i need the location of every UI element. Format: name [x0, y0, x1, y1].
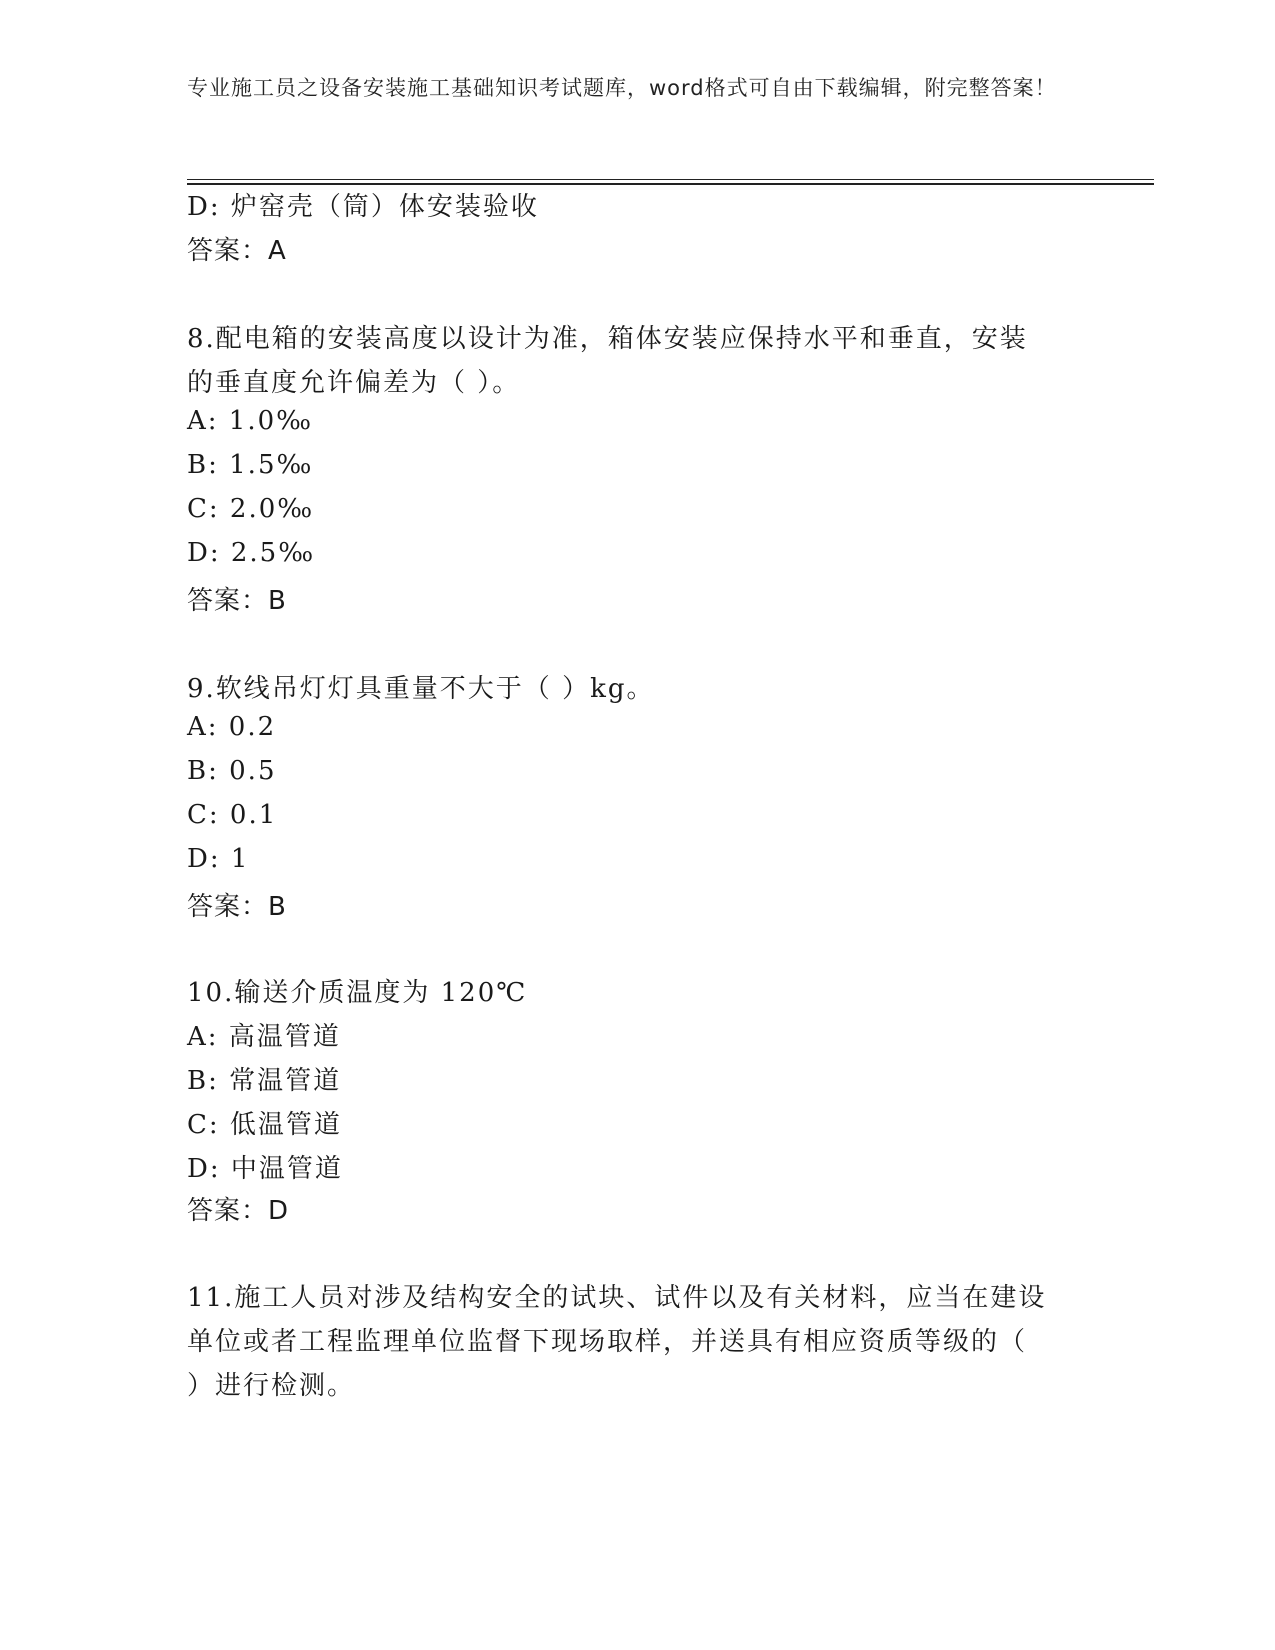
q11-stem-line1: 11.施工人员对涉及结构安全的试块、试件以及有关材料，应当在建设 — [187, 1283, 1047, 1313]
q9-stem: 9.软线吊灯灯具重量不大于（ ）kg。 — [187, 674, 655, 704]
q10-stem: 10.输送介质温度为 120℃ — [187, 978, 528, 1008]
q8-stem-line1: 8.配电箱的安装高度以设计为准，箱体安装应保持水平和垂直，安装 — [187, 324, 1028, 354]
q9-option-c: C: 0.1 — [187, 800, 278, 830]
q8-stem-line2: 的垂直度允许偏差为（ ）。 — [187, 368, 521, 398]
q8-option-a: A: 1.0‰ — [187, 406, 314, 436]
q9-option-d: D: 1 — [187, 844, 250, 874]
q9-answer: 答案：B — [187, 892, 287, 922]
q11-stem-line2: 单位或者工程监理单位监督下现场取样，并送具有相应资质等级的（ — [187, 1327, 1028, 1357]
q11-stem-line3: ）进行检测。 — [187, 1371, 356, 1401]
q10-answer: 答案：D — [187, 1196, 290, 1226]
q8-answer: 答案：B — [187, 586, 287, 616]
header-divider-thin — [187, 179, 1154, 180]
q10-option-b: B: 常温管道 — [187, 1066, 342, 1096]
q7-option-d: D: 炉窑壳（筒）体安装验收 — [187, 192, 539, 222]
q10-option-d: D: 中温管道 — [187, 1154, 343, 1184]
q8-option-b: B: 1.5‰ — [187, 450, 314, 480]
q8-option-c: C: 2.0‰ — [187, 494, 315, 524]
document-header: 专业施工员之设备安装施工基础知识考试题库，word格式可自由下载编辑，附完整答案！ — [187, 76, 1057, 100]
q9-option-a: A: 0.2 — [187, 712, 277, 742]
q8-option-d: D: 2.5‰ — [187, 538, 316, 568]
q10-option-a: A: 高温管道 — [187, 1022, 341, 1052]
q9-option-b: B: 0.5 — [187, 756, 277, 786]
q10-option-c: C: 低温管道 — [187, 1110, 342, 1140]
header-divider-thick — [187, 183, 1154, 185]
q7-answer: 答案：A — [187, 236, 287, 266]
